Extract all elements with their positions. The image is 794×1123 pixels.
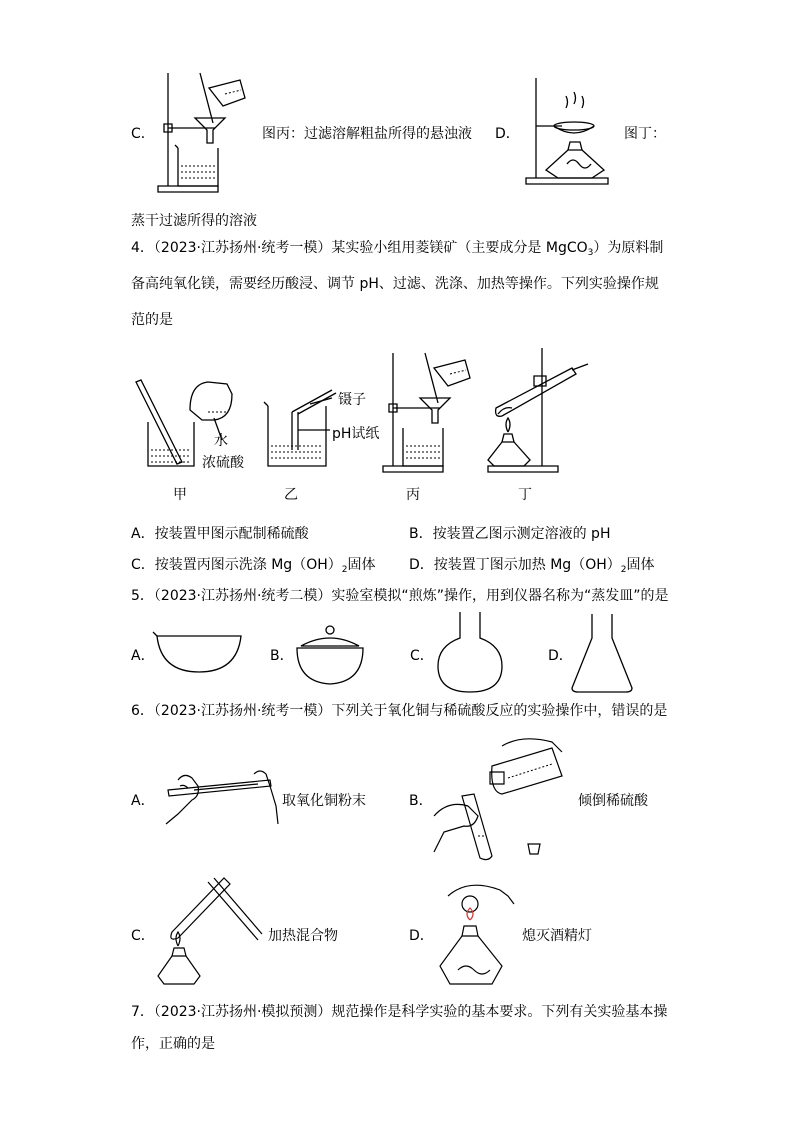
round-flask-icon xyxy=(436,610,504,694)
label-concentrated-acid: 浓硫酸 xyxy=(202,455,244,471)
q6-option-d-caption: 熄灭酒精灯 xyxy=(522,928,592,944)
figure-label-yi: 乙 xyxy=(284,487,298,503)
figure-label-bing: 丙 xyxy=(406,487,420,503)
q6-option-b-letter: B． xyxy=(409,793,433,809)
q5-option-c-letter: C． xyxy=(410,648,434,664)
question-4-line-3: 范的是 xyxy=(131,312,173,328)
question-4-line-1: 4．（2023·江苏扬州·统考一模）某实验小组用菱镁矿（主要成分是 MgCO$_3$）为原料制 xyxy=(131,240,664,258)
label-water: 水 xyxy=(214,433,228,449)
question-4-option-c: C．按装置丙图示洗涤 $Mg(OH)_2$固体 xyxy=(131,557,376,575)
q5-option-a-letter: A． xyxy=(131,648,155,664)
q6-option-b-caption: 倾倒稀硫酸 xyxy=(578,793,648,809)
q6-option-c-letter: C． xyxy=(131,928,155,944)
option-c-letter: C． xyxy=(131,126,155,142)
label-ph-paper: pH试纸 xyxy=(332,426,380,442)
label-tweezers: 镊子 xyxy=(338,392,366,408)
q6-option-a-caption: 取氧化铜粉末 xyxy=(282,793,366,809)
question-4-line-2: 备高纯氧化镁，需要经历酸浸、调节 pH、过滤、洗涤、加热等操作。下列实验操作规 xyxy=(131,276,659,292)
question-5-line: 5．（2023·江苏扬州·统考二模）实验室模拟“煎炼”操作，用到仪器名称为“蒸发皿”的是 xyxy=(131,588,669,604)
question-6-line: 6．（2023·江苏扬州·统考一模）下列关于氧化铜与稀硫酸反应的实验操作中，错误的是 xyxy=(131,703,668,719)
q5-option-b-letter: B． xyxy=(270,648,294,664)
question-4-option-d: D．按装置丁图示加热 $Mg(OH)_2$固体 xyxy=(409,557,655,575)
crucible-icon xyxy=(293,624,367,688)
q5-option-d-letter: D． xyxy=(548,648,573,664)
evaporation-apparatus-figure xyxy=(522,74,614,186)
option-d-caption: 图丁： xyxy=(624,126,666,142)
figure-label-ding: 丁 xyxy=(518,487,532,503)
evaporating-dish-icon xyxy=(155,632,243,676)
pouring-acid-figure xyxy=(432,736,572,866)
extinguish-lamp-figure xyxy=(436,878,520,990)
figure-label-jia: 甲 xyxy=(173,487,187,503)
option-d-letter: D． xyxy=(495,126,520,142)
option-c-caption: 图丙：过滤溶解粗盐所得的悬浊液 xyxy=(262,126,472,142)
q6-option-d-letter: D． xyxy=(409,928,434,944)
q6-option-a-letter: A． xyxy=(131,793,155,809)
question-4-option-a: A．按装置甲图示配制稀硫酸 xyxy=(131,526,309,542)
figure-bing-filtration xyxy=(380,348,475,476)
figure-ding-heating xyxy=(484,346,594,474)
question-7-line-1: 7．（2023·江苏扬州·模拟预测）规范操作是科学实验的基本要求。下列有关实验基本操 xyxy=(131,1004,668,1020)
q6-option-c-caption: 加热混合物 xyxy=(268,928,338,944)
question-7-line-2: 作，正确的是 xyxy=(131,1036,215,1052)
heating-mixture-figure xyxy=(150,868,262,990)
conical-flask-icon xyxy=(570,612,634,694)
taking-powder-figure xyxy=(158,760,280,828)
option-d-caption-wrap: 蒸干过滤所得的溶液 xyxy=(131,213,257,229)
filtration-apparatus-figure xyxy=(155,68,250,196)
question-4-option-b: B．按装置乙图示测定溶液的 pH xyxy=(409,526,611,542)
